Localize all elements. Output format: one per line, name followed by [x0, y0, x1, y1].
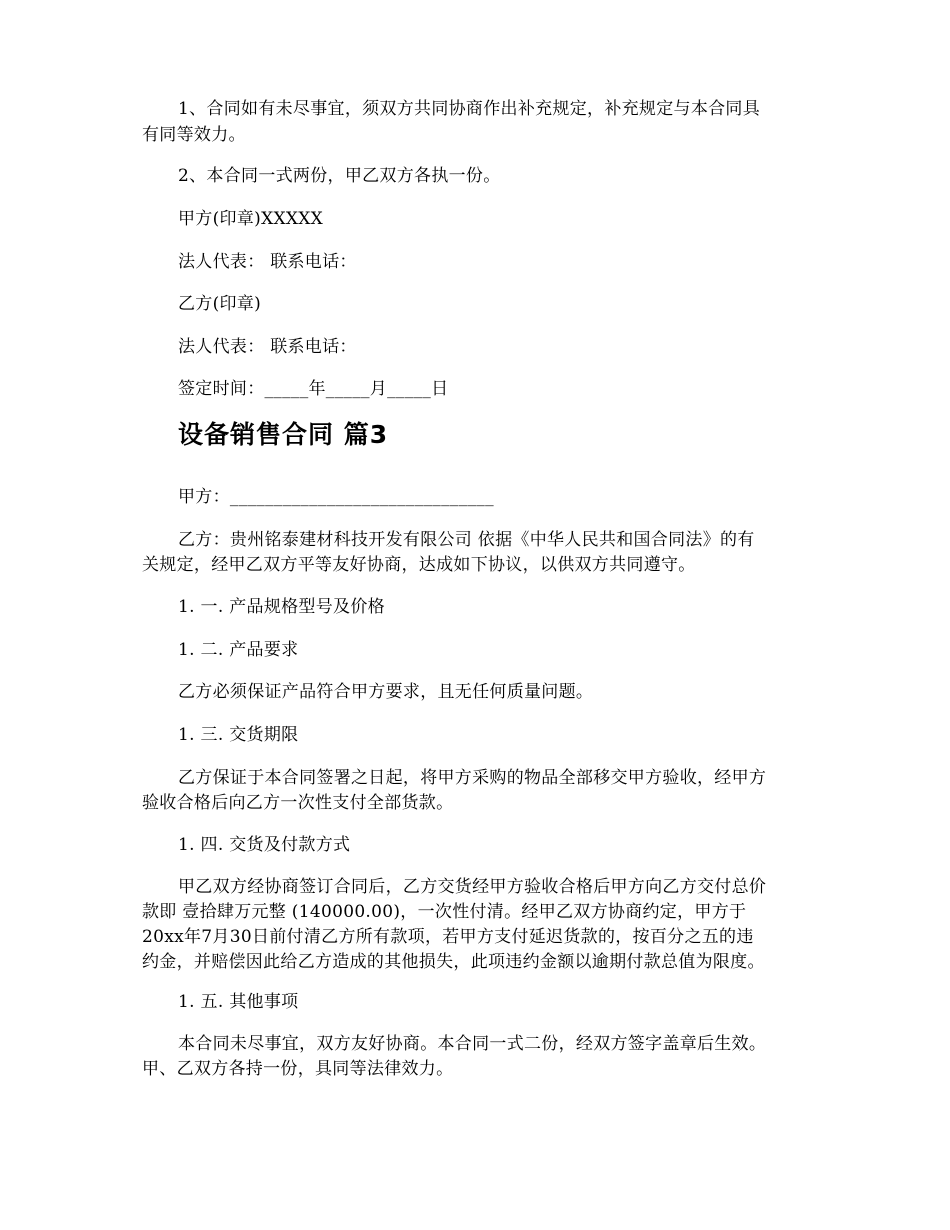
legal-rep-b: 法人代表： 联系电话：	[178, 337, 357, 357]
party-a-seal: 甲方(印章)XXXXX	[178, 209, 324, 229]
section-title: 设备销售合同 篇3	[178, 420, 389, 449]
paragraph-copies: 2、本合同一式两份，甲乙双方各执一份。	[178, 166, 501, 186]
intro-line1: 乙方：贵州铭泰建材科技开发有限公司 依据《中华人民共和国合同法》的有	[178, 530, 755, 550]
item2-body: 乙方必须保证产品符合甲方要求，且无任何质量问题。	[178, 682, 594, 702]
item3-body-line2: 验收合格后向乙方一次性支付全部货款。	[142, 793, 454, 813]
paragraph-supplement-line2: 有同等效力。	[142, 125, 246, 145]
item5-body-line1: 本合同未尽事宜，双方友好协商。本合同一式二份，经双方签字盖章后生效。	[178, 1034, 767, 1054]
party-a-field	[178, 484, 848, 510]
item2-title: 1. 二. 产品要求	[178, 640, 299, 660]
party-a-blank: ______________________________	[229, 487, 494, 507]
paragraph-supplement-line1: 1、合同如有未尽事宜，须双方共同协商作出补充规定，补充规定与本合同具	[178, 99, 761, 119]
item3-title: 1. 三. 交货期限	[178, 725, 299, 745]
party-b-seal: 乙方(印章)	[178, 294, 262, 314]
item4-body-line2: 款即 壹拾肆万元整 (140000.00)，一次性付清。经甲乙双方协商约定，甲方于	[142, 902, 747, 922]
item1-title: 1. 一. 产品规格型号及价格	[178, 597, 385, 617]
item5-title: 1. 五. 其他事项	[178, 992, 299, 1012]
party-a-label: 甲方：	[178, 487, 230, 507]
item3-body-line1: 乙方保证于本合同签署之日起，将甲方采购的物品全部移交甲方验收，经甲方	[178, 768, 767, 788]
legal-rep-a: 法人代表： 联系电话：	[178, 252, 357, 272]
item5-body-line2: 甲、乙双方各持一份，具同等法律效力。	[142, 1059, 454, 1079]
item4-body-line4: 约金，并赔偿因此给乙方造成的其他损失，此项违约金额以逾期付款总值为限度。	[142, 952, 765, 972]
sign-date: 签定时间：_____年_____月_____日	[178, 379, 449, 399]
item4-title: 1. 四. 交货及付款方式	[178, 835, 351, 855]
item4-body-line3: 20xx年7月30日前付清乙方所有款项，若甲方支付延迟货款的，按百分之五的违	[142, 927, 754, 947]
intro-line2: 关规定，经甲乙双方平等友好协商，达成如下协议，以供双方共同遵守。	[142, 555, 696, 575]
item4-body-line1: 甲乙双方经协商签订合同后，乙方交货经甲方验收合格后甲方向乙方交付总价	[178, 877, 767, 897]
